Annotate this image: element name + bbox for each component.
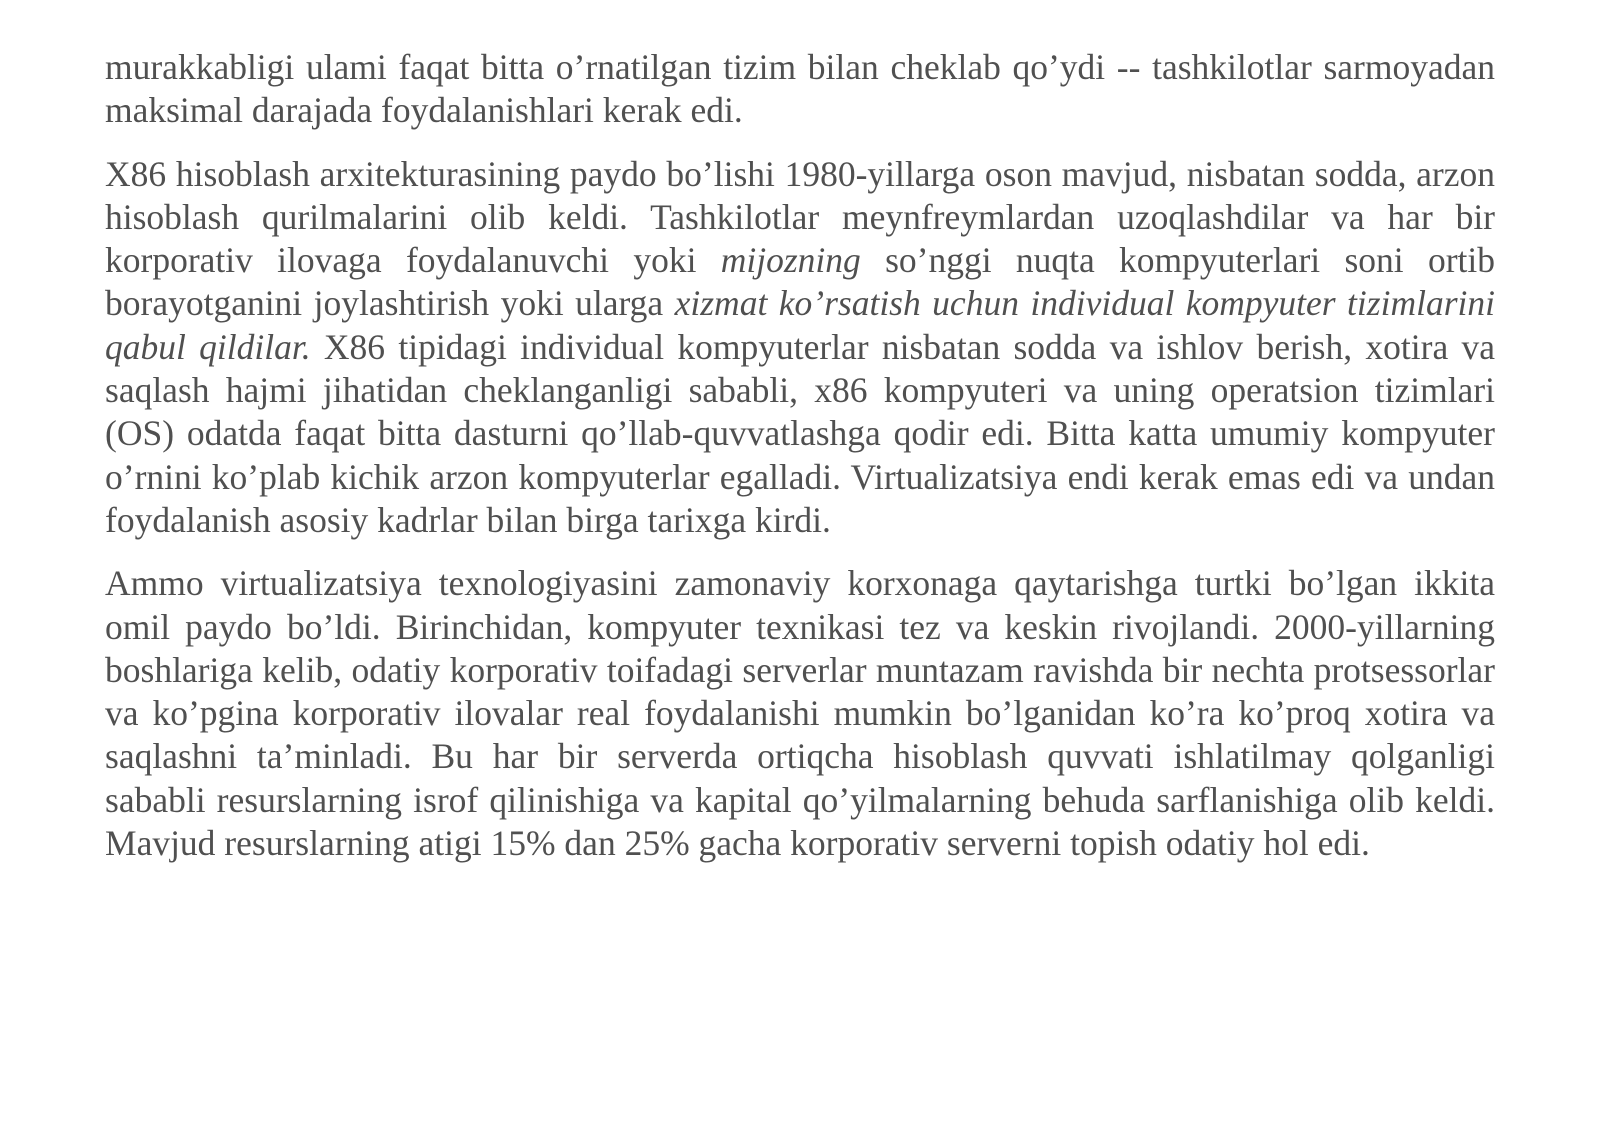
italic-text-run: xizmat ko’rsatish uchun individual kompyuter tizimlarini qabul qildilar. [105,283,1495,367]
text-run: X86 tipidagi individual kompyuterlar nisbatan sodda va ishlov berish, xotira va saqlash hajmi jihatidan cheklanganligi sababli, x86 kompyuteri va uning operatsion tizimlari (OS) odatda faqat bitta dasturni qo’llab-quvvatlashga qodir edi. Bitta katta umumiy kompyuter o’rnini ko’plab kichik arzon kompyuterlar egalladi. Virtualizatsiya endi kerak emas edi va undan foydalanish asosiy kadrlar bilan birga tarixga kirdi. [105,326,1496,540]
paragraph-3 [105,562,1495,865]
document-page [105,46,1495,865]
text-run: Ammo virtualizatsiya texnologiyasini zamonaviy korxonaga qaytarishga turtki bo’lgan ikkita omil paydo bo’ldi. Birinchidan, kompyuter texnikasi tez va keskin rivojlandi. 2000-yillarning boshlariga kelib, odatiy korporativ toifadagi serverlar muntazam ravishda bir nechta protsessorlar va ko’pgina korporativ ilovalar real foydalanishi mumkin bo’lganidan ko’ra ko’proq xotira va saqlashni ta’minladi. Bu har bir serverda ortiqcha hisoblash quvvati ishlatilmay qolganligi sababli resurslarning isrof qilinishiga va kapital qo’yilmalarning behuda sarflanishiga olib keldi. Mavjud resurslarning atigi 15% dan 25% gacha korporativ serverni topish odatiy hol edi. [105,563,1495,864]
text-run: X86 hisoblash arxitekturasining paydo bo’lishi 1980-yillarga oson mavjud, nisbatan sodda, arzon hisoblash qurilmalarini olib keldi. Tashkilotlar meynfreymlardan uzoqlashdilar va har bir korporativ ilovaga foydalanuvchi yoki [105,153,1495,281]
text-run: so’nggi nuqta kompyuterlari soni ortib borayotganini joylashtirish yoki ularga [105,240,1495,324]
paragraph-2 [105,153,1495,543]
italic-text-run: mijozning [720,240,861,281]
text-run: murakkabligi ulami faqat bitta o’rnatilgan tizim bilan cheklab qo’ydi -- tashkilotlar sarmoyadan maksimal darajada foydalanishlari kerak edi. [105,47,1495,131]
paragraph-1 [105,46,1495,133]
